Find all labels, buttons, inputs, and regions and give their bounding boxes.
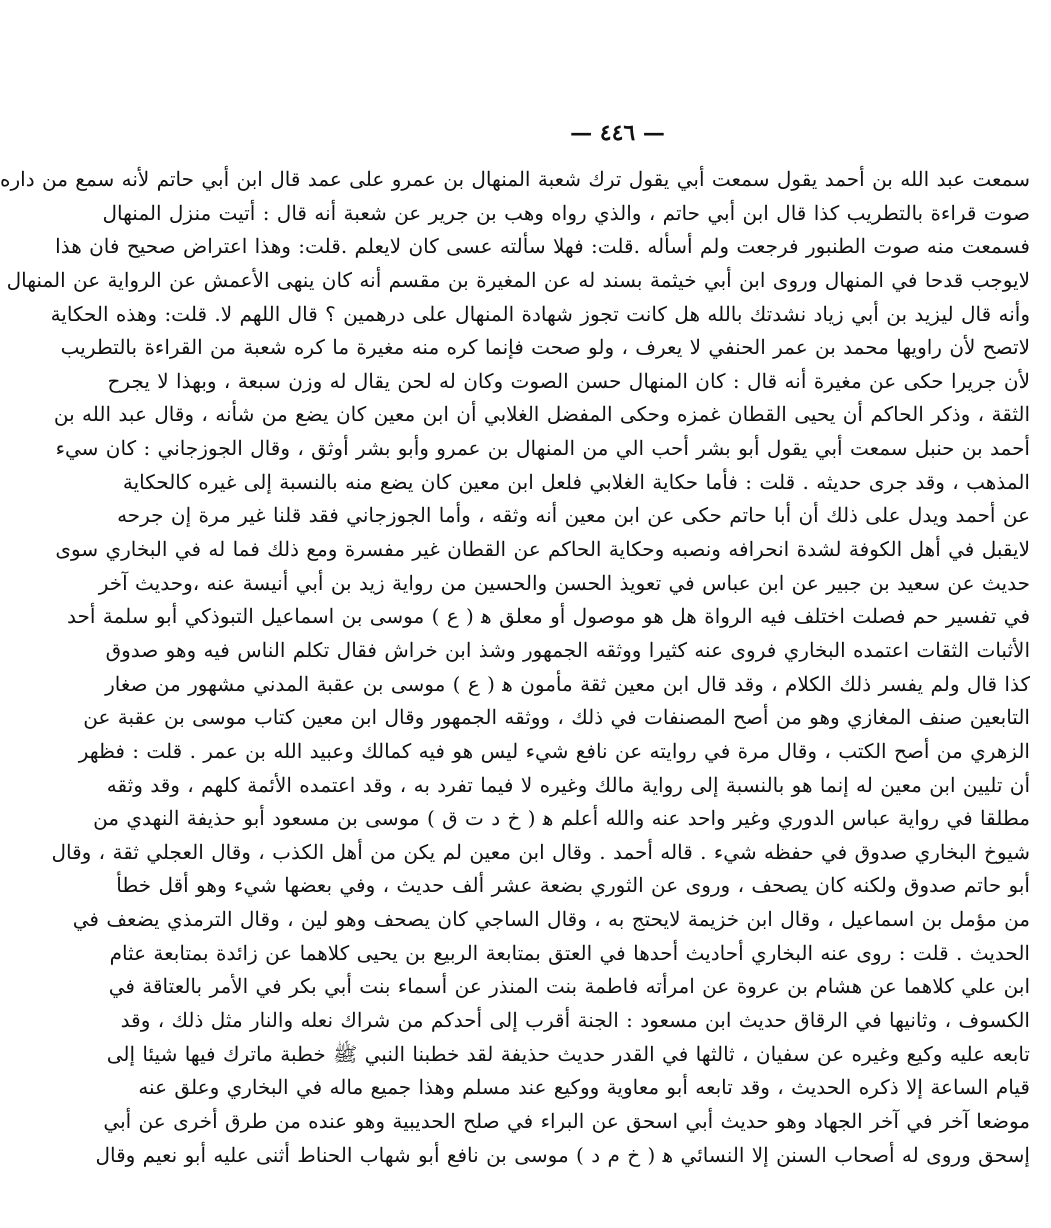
text-line: قيام الساعة إلا ذكره الحديث ، وقد تابعه أبو معاوية ووكيع عند مسلم وهذا جميع ماله في البخاري وعلق عنه	[138, 1075, 1030, 1100]
text-line: مطلقا في رواية عباس الدوري وغير واحد عنه والله أعلم ﻫ ( خ د ت ق ) موسى بن مسعود أبو حذيفة النهدي من	[93, 806, 1030, 831]
text-line: فسمعت منه صوت الطنبور فرجعت ولم أسأله .قلت: فهلا سألته عسى كان لايعلم .قلت: وهذا اعتراض صحيح فان هذا	[55, 234, 1030, 259]
text-line: الكسوف ، وثانيها في الرقاق حديث ابن مسعود : الجنة أقرب إلى أحدكم من شراك نعله والنار مثل ذلك ، وقد	[120, 1008, 1030, 1033]
page-number: — ٤٤٦ —	[570, 120, 665, 146]
text-line: لايقبل في أهل الكوفة لشدة انحرافه ونصبه وحكاية الحاكم عن القطان غير مفسرة ومع ذلك فما له في البخاري سوى	[55, 537, 1030, 562]
text-line: موضعا آخر في آخر الجهاد وهو حديث أبي اسحق عن البراء في صلح الحديبية وهو عنده من طرق أخرى عن أبي	[103, 1108, 1030, 1133]
text-line: في تفسير حم فصلت اختلف فيه الرواة هل هو موصول أو معلق ﻫ ( ع ) موسى بن اسماعيل التبوذكي أبو سلمة أحد	[67, 604, 1030, 629]
text-line: أبو حاتم صدوق ولكنه كان يصحف ، وروى عن الثوري بضعة عشر ألف حديث ، وفي بعضها شيء وهو أقل خطأ	[116, 873, 1030, 898]
text-line: كذا قال ولم يفسر ذلك الكلام ، وقد قال ابن معين ثقة مأمون ﻫ ( ع ) موسى بن عقبة المدني مشهور من صغار	[105, 671, 1030, 696]
text-line: تابعه عليه وكيع وغيره عن سفيان ، ثالثها في القدر حديث حذيفة لقد خطبنا النبي ﷺ خطبة ماترك فيها شيئا إلى	[106, 1041, 1030, 1066]
text-line: الزهري من أصح الكتب ، وقال مرة في روايته عن نافع شيء ليس هو فيه كمالك وعبيد الله بن عمر . قلت : فظهر	[78, 738, 1030, 763]
text-line: إسحق وروى له أصحاب السنن إلا النسائي ﻫ ( خ م د ) موسى بن نافع أبو شهاب الحناط أثنى عليه أبو نعيم وقال	[95, 1142, 1030, 1167]
text-line: المذهب ، وقد جرى حديثه . قلت : فأما حكاية الغلابي فلعل ابن معين كان يضع منه بالنسبة إلى غيره كالحكاية	[122, 469, 1030, 494]
text-line: لايوجب قدحا في المنهال وروى ابن أبي خيثمة بسند له عن المغيرة بن مقسم أنه كان ينهى الأعمش عن الرواية عن المنهال	[6, 267, 1030, 292]
text-line: الأثبات الثقات اعتمده البخاري فروى عنه كثيرا ووثقه الجمهور وشذ ابن خراش فقال تكلم الناس فيه وهو صدوق	[105, 637, 1030, 662]
text-line: أن تليين ابن معين له إنما هو بالنسبة إلى رواية مالك وغيره لا فيما تفرد به ، وقد اعتمده الأئمة كلهم ، وقد وثقه	[106, 772, 1030, 797]
text-line: سمعت عبد الله بن أحمد يقول سمعت أبي يقول ترك شعبة المنهال بن عمرو على عمد قال ابن أبي حاتم لأنه سمع من داره	[0, 167, 1030, 191]
text-line: ابن علي كلاهما عن هشام بن عروة عن امرأته فاطمة بنت المنذر عن أسماء بنت أبي بكر في الأمر بالعتاقة في	[108, 974, 1030, 999]
text-line: لاتصح لأن راويها محمد بن عمر الحنفي لا يعرف ، ولو صحت فإنما كره منه مغيرة ما كره شعبة من القراءة بالتطريب	[60, 335, 1030, 360]
body-text	[0, 163, 1030, 1172]
text-line: الثقة ، وذكر الحاكم أن يحيى القطان غمزه وحكى المفضل الغلابي أن ابن معين كان يضع من شأنه ، وقال عبد الله بن	[53, 402, 1030, 427]
text-line: من مؤمل بن اسماعيل ، وقال ابن خزيمة لايحتج به ، وقال الساجي كان يصحف وهو لين ، وقال الترمذي يضعف في	[72, 907, 1030, 932]
text-line: الحديث . قلت : روى عنه البخاري أحاديث أحدها في العتق بمتابعة الربيع بن يحيى كلاهما عن زائدة بمتابعة عثام	[109, 940, 1030, 965]
text-line: حديث عن سعيد بن جبير عن ابن عباس في تعويذ الحسن والحسين من رواية زيد بن أبي أنيسة عنه ،وحديث آخر	[98, 570, 1030, 595]
text-line: عن أحمد ويدل على ذلك أن أبا حاتم حكى عن ابن معين أنه وثقه ، وأما الجوزجاني فقد قلنا غير مرة إن جرحه	[117, 503, 1030, 528]
text-line: لأن جريرا حكى عن مغيرة أنه قال : كان المنهال حسن الصوت وكان له لحن يقال له وزن سبعة ، وبهذا لا يجرح	[107, 368, 1030, 393]
text-line: شيوخ البخاري صدوق في حفظه شيء . قاله أحمد . وقال ابن معين لم يكن من أهل الكذب ، وقال العجلي ثقة ، وقال	[51, 839, 1030, 864]
text-line: صوت قراءة بالتطريب كذا قال ابن أبي حاتم ، والذي رواه وهب بن جرير عن شعبة أنه قال : أتيت منزل المنهال	[102, 200, 1030, 225]
text-line: التابعين صنف المغازي وهو من أصح المصنفات في ذلك ، ووثقه الجمهور وقال ابن معين كتاب موسى بن عقبة عن	[83, 705, 1030, 730]
text-line: أحمد بن حنبل سمعت أبي يقول أبو بشر أحب الي من المنهال بن عمرو وأبو بشر أوثق ، وقال الجوزجاني : كان سيء	[55, 436, 1030, 461]
text-line: وأنه قال ليزيد بن أبي زياد نشدتك بالله هل كانت تجوز شهادة المنهال على درهمين ؟ قال اللهم لا. قلت: وهذه الحكاية	[50, 301, 1030, 326]
